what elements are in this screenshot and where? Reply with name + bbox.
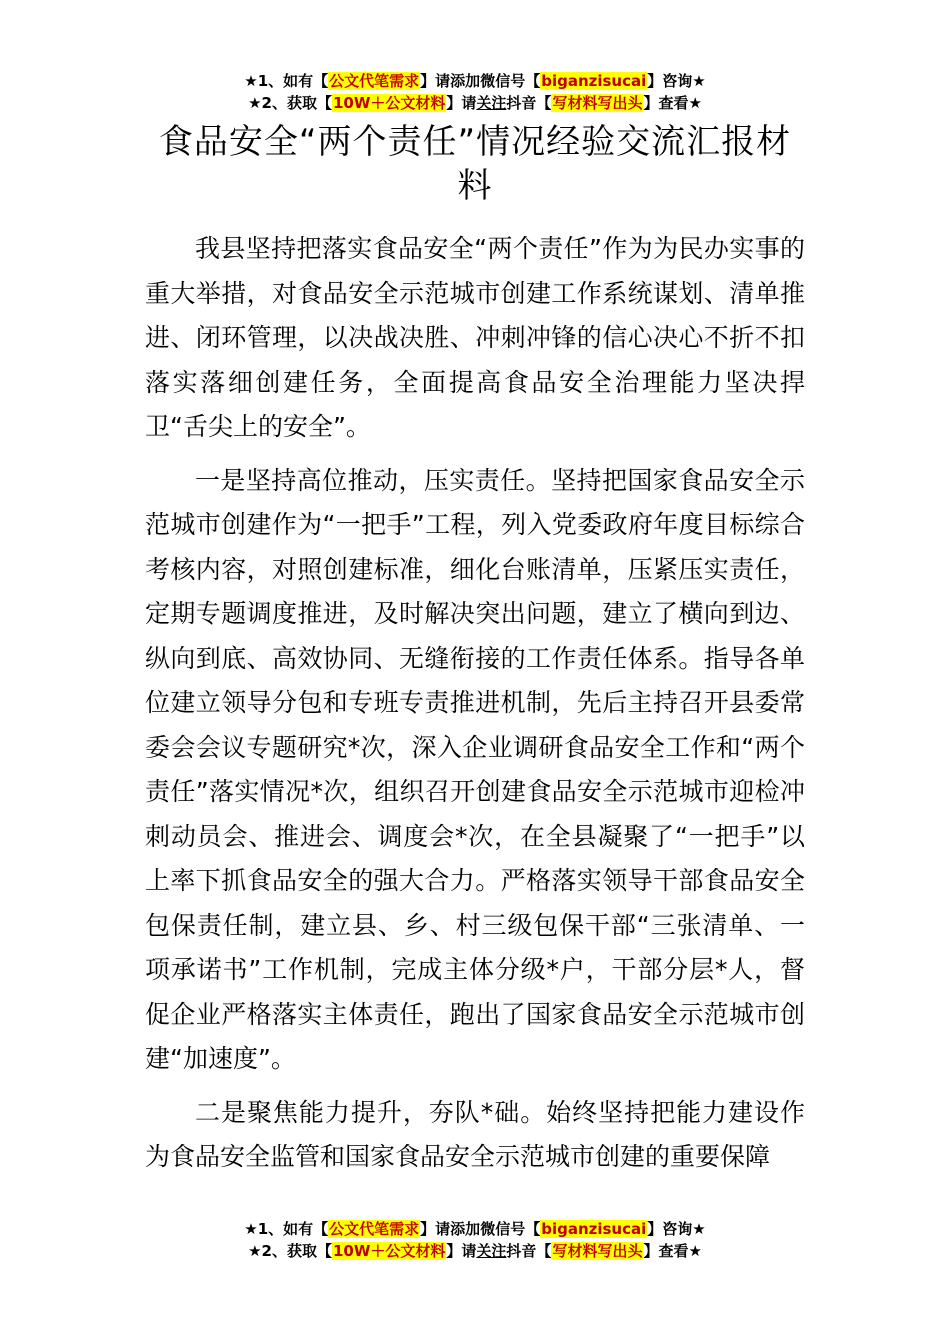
promo-text: 抖音【 xyxy=(506,1242,552,1260)
promo-text: 】查看 xyxy=(643,94,689,112)
paragraph-point-1: 一是坚持高位推动，压实责任。坚持把国家食品安全示范城市创建作为“一把手”工程，列入党委政府年度目标综合考核内容，对照创建标准，细化台账清单，压紧压实责任，定期专题调度推进，及时解决突出问题，建立了横向到边、纵向到底、高效协同、无缝衔接的工作责任体系。指导各单位建立领导分包和专班专责推进机制，先后主持召开县委常委会会议专题研究*次，深入企业调研食品安全工作和“两个责任”落实情况*次，组织召开创建食品安全示范城市迎检冲刺动员会、推进会、调度会*次，在全县凝聚了“一把手”以上率下抓食品安全的强大合力。严格落实领导干部食品安全包保责任制，建立县、乡、村三级包保干部“三张清单、一项承诺书”工作机制，完成主体分级*户，干部分层*人，督促企业严格落实主体责任，跑出了国家食品安全示范城市创建“加速度”。 xyxy=(145,465,805,1073)
promo-highlight: biganzisucai xyxy=(541,72,647,90)
star-icon: ★ xyxy=(692,72,706,90)
promo-highlight: 公文代笔需求 xyxy=(329,72,420,90)
star-icon: ★ xyxy=(244,72,258,90)
promo-line-2 xyxy=(0,1240,950,1262)
star-icon: ★ xyxy=(688,1242,702,1260)
promo-text: 1、如有【 xyxy=(257,1220,329,1238)
promo-text: 】请 xyxy=(420,72,451,90)
promo-highlight: 10W＋公文材料 xyxy=(332,94,446,112)
promo-text: 】请 xyxy=(446,94,477,112)
promo-highlight: 写材料写出头 xyxy=(552,1242,643,1260)
promo-emphasis: 添加 xyxy=(450,72,481,90)
promo-highlight: 10W＋公文材料 xyxy=(332,1242,446,1260)
promo-text: 微信号【 xyxy=(480,72,541,90)
promo-header xyxy=(0,70,950,114)
promo-highlight: biganzisucai xyxy=(541,1220,647,1238)
promo-highlight: 公文代笔需求 xyxy=(329,1220,420,1238)
promo-text: 】请 xyxy=(446,1242,477,1260)
paragraph-intro: 我县坚持把落实食品安全“两个责任”作为为民办实事的重大举措，对食品安全示范城市创建工作系统谋划、清单推进、闭环管理，以决战决胜、冲刺冲锋的信心决心不折不扣落实落细创建任务，全面提高食品安全治理能力坚决捍卫“舌尖上的安全”。 xyxy=(145,234,805,441)
document-body xyxy=(145,227,805,1189)
promo-line-2 xyxy=(0,92,950,114)
promo-text: 2、获取【 xyxy=(261,1242,332,1260)
promo-text: 抖音【 xyxy=(506,94,552,112)
promo-emphasis: 关注 xyxy=(476,1242,507,1260)
star-icon: ★ xyxy=(248,1242,262,1260)
promo-text: 2、获取【 xyxy=(261,94,332,112)
promo-emphasis: 添加 xyxy=(450,1220,481,1238)
star-icon: ★ xyxy=(248,94,262,112)
promo-emphasis: 关注 xyxy=(476,94,507,112)
star-icon: ★ xyxy=(688,94,702,112)
document-title: 食品安全“两个责任”情况经验交流汇报材料 xyxy=(158,122,792,206)
promo-line-1 xyxy=(0,70,950,92)
promo-text: 微信号【 xyxy=(480,1220,541,1238)
promo-footer xyxy=(0,1218,950,1262)
promo-text: 1、如有【 xyxy=(257,72,329,90)
paragraph-point-2: 二是聚焦能力提升，夯队*础。始终坚持把能力建设作为食品安全监管和国家食品安全示范城市创建的重要保障 xyxy=(145,1097,805,1171)
star-icon: ★ xyxy=(692,1220,706,1238)
promo-line-1 xyxy=(0,1218,950,1240)
promo-text: 】请 xyxy=(420,1220,451,1238)
promo-highlight: 写材料写出头 xyxy=(552,94,643,112)
promo-text: 】咨询 xyxy=(647,72,693,90)
star-icon: ★ xyxy=(244,1220,258,1238)
promo-text: 】咨询 xyxy=(647,1220,693,1238)
promo-text: 】查看 xyxy=(643,1242,689,1260)
